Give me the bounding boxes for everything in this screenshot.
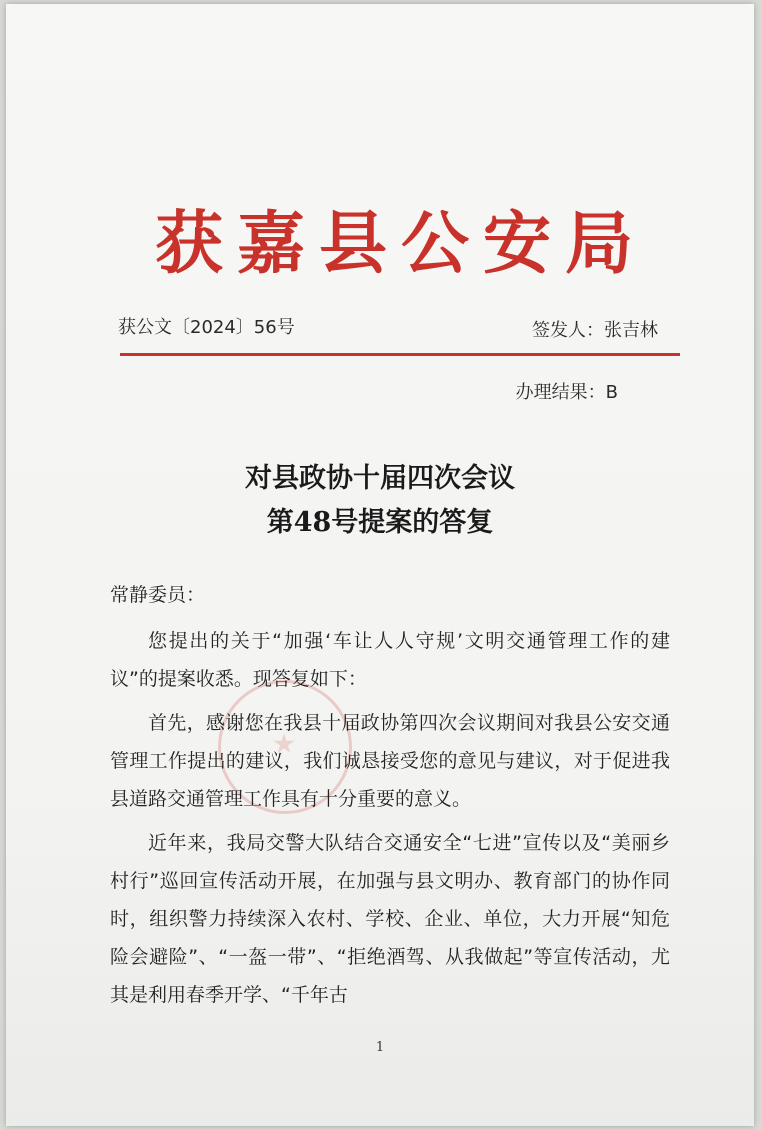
body-paragraph: 首先，感谢您在我县十届政协第四次会议期间对我县公安交通管理工作提出的建议，我们诚恳接受您的意见与建议，对于促进我县道路交通管理工作具有十分重要的意义。 (110, 712, 670, 810)
document-body (110, 622, 670, 1020)
salutation: 常静委员： (110, 584, 206, 606)
red-divider (120, 353, 680, 356)
body-paragraph: 您提出的关于“加强‘车让人人守规’文明交通管理工作的建议”的提案收悉。现答复如下： (110, 630, 670, 690)
processing-result: 办理结果：B (515, 382, 618, 403)
page-number: 1 (375, 1040, 385, 1055)
body-paragraph: 近年来，我局交警大队结合交通安全“七进”宣传以及“美丽乡村行”巡回宣传活动开展，在加强与县文明办、教育部门的协作同时，组织警力持续深入农村、学校、企业、单位，大力开展“知危险会避险”、“一盔一带”、“拒绝酒驾、从我做起”等宣传活动，尤其是利用春季开学、“千年古 (110, 832, 670, 1006)
document-title-line-1: 对县政协十届四次会议 (245, 463, 515, 494)
signer: 签发人：张吉林 (532, 320, 658, 341)
agency-letterhead: 获嘉县公安局 (154, 204, 647, 284)
document-number: 获公文〔2024〕56号 (118, 317, 295, 338)
document-page (6, 4, 754, 1126)
document-title-line-2: 第48号提案的答复 (266, 507, 494, 538)
